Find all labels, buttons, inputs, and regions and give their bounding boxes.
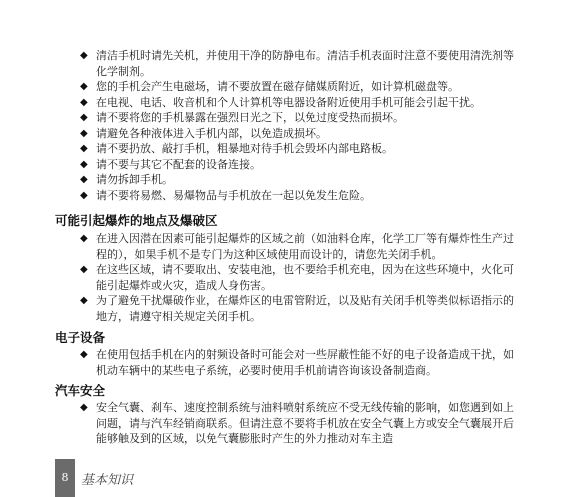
diamond-bullet-icon: ◆ [80, 174, 88, 185]
section-heading-vehicle-safety: 汽车安全 [55, 383, 106, 398]
diamond-bullet-icon: ◆ [80, 233, 88, 244]
list-item: ◆ 您的手机会产生电磁场，请不要放置在磁存储媒质附近，如计算机磁盘等。 [80, 80, 459, 93]
list-item: ◆ 请不要扔放、敲打手机，粗暴地对待手机会毁坏内部电路板。 [80, 142, 393, 155]
list-item: ◆ 为了避免干扰爆破作业，在爆炸区的电雷管附近，以及贴有关闭手机等类似标语指示的地方，请遵守相关规定关闭手机。 [80, 294, 514, 323]
diamond-bullet-icon: ◆ [80, 50, 88, 61]
list-item: ◆ 在进入因潜在因素可能引起爆炸的区域之前（如油料仓库，化学工厂等有爆炸性生产过程的），如果手机不是专门为这种区域使用而设计的，请您先关闭手机。 [80, 232, 514, 261]
list-item: ◆ 请不要将易燃、易爆物品与手机放在一起以免发生危险。 [80, 188, 371, 202]
electronic-devices-list [0, 347, 524, 378]
list-item: ◆ 请不要与其它不配套的设备连接。 [80, 157, 261, 171]
list-item: ◆ 在电视、电话、收音机和个人计算机等电器设备附近使用手机可能会引起干扰。 [80, 95, 481, 109]
diamond-bullet-icon: ◆ [80, 158, 88, 170]
diamond-bullet-icon: ◆ [80, 112, 88, 123]
section-heading-explosive-areas: 可能引起爆炸的地点及爆破区 [55, 213, 218, 228]
chapter-title: 基本知识 [81, 473, 134, 488]
diamond-bullet-icon: ◆ [80, 96, 88, 108]
explosive-areas-list [0, 231, 524, 324]
diamond-bullet-icon: ◆ [80, 81, 88, 92]
list-item: ◆ 请不要将您的手机暴露在强烈日光之下，以免过度受热而损坏。 [80, 111, 404, 124]
list-item: ◆ 清洁手机时请先关机，并使用干净的防静电布。清洁手机表面时注意不要使用清洗剂等化学制剂。 [80, 49, 514, 78]
vehicle-safety-list [0, 400, 524, 447]
diamond-bullet-icon: ◆ [80, 349, 88, 360]
diamond-bullet-icon: ◆ [80, 189, 88, 201]
diamond-bullet-icon: ◆ [80, 402, 88, 413]
diamond-bullet-icon: ◆ [80, 295, 88, 306]
list-item: ◆ 请避免各种液体进入手机内部，以免造成损坏。 [80, 126, 327, 140]
diamond-bullet-icon: ◆ [80, 143, 88, 154]
diamond-bullet-icon: ◆ [80, 264, 88, 275]
page-number: 8 [55, 459, 75, 497]
care-instructions-list [0, 48, 536, 203]
section-heading-electronic-devices: 电子设备 [55, 330, 106, 345]
list-item: ◆ 在这些区域，请不要取出、安装电池，也不要给手机充电，因为在这些环境中，火化可能引起爆炸或火灾，造成人身伤害。 [80, 263, 514, 292]
list-item: ◆ 请勿拆卸手机。 [80, 173, 173, 186]
diamond-bullet-icon: ◆ [80, 127, 88, 139]
list-item: ◆ 在使用包括手机在内的射频设备时可能会对一些屏蔽性能不好的电子设备造成干扰，如机动车辆中的某些电子系统，必要时使用手机前请咨询该设备制造商。 [80, 348, 514, 377]
list-item: ◆ 安全气囊、刹车、速度控制系统与油料喷射系统应不受无线传输的影响，如您遇到如上问题，请与汽车经销商联系。但请注意不要将手机放在安全气囊上方或安全气囊展开后能够触及到的区域，以免气囊膨胀时产生的外力推动对车主造 [80, 401, 514, 445]
page-footer [55, 459, 579, 497]
